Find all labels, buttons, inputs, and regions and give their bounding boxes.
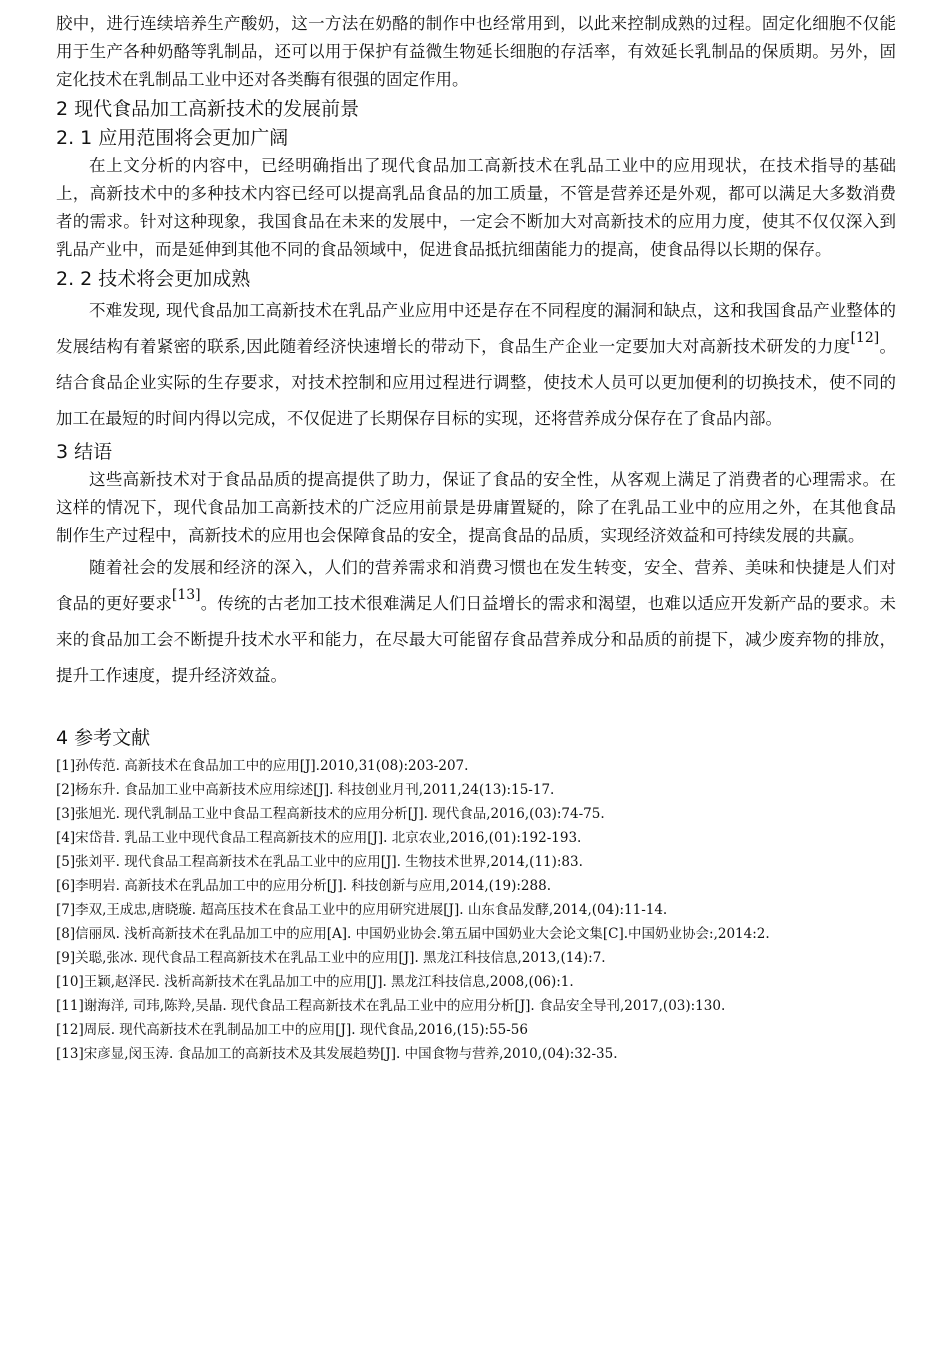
section-2-heading: 2 现代食品加工高新技术的发展前景 [56, 98, 360, 120]
conclusion-paragraph-1: 这些高新技术对于食品品质的提高提供了助力，保证了食品的安全性，从客观上满足了消费者的心理需求。在这样的情况下，现代食品加工高新技术的广泛应用前景是毋庸置疑的，除了在乳品工业中的应用之外，在其他食品制作生产过程中，高新技术的应用也会保障食品的安全，提高食品的品质，实现经济效益和可持续发展的共赢。 [56, 470, 896, 545]
conclusion-text-b: 。传统的古老加工技术很难满足人们日益增长的需求和渴望，也难以适应开发新产品的要求。未来的食品加工会不断提升技术水平和能力，在尽最大可能留存食品营养成分和品质的前提下，减少废弃物的排放，提升工作速度，提升经济效益。 [56, 594, 897, 685]
reference-list [56, 754, 896, 1066]
section-2-1-heading: 2. 1 应用范围将会更加广阔 [56, 127, 289, 149]
reference-item: [10]王颖,赵泽民. 浅析高新技术在乳品加工中的应用[J]. 黑龙江科技信息,2008,(06):1. [56, 974, 574, 990]
reference-item: [8]信丽凤. 浅析高新技术在乳品加工中的应用[A]. 中国奶业协会.第五届中国奶业大会论文集[C].中国奶业协会:,2014:2. [56, 926, 770, 942]
reference-item: [2]杨东升. 食品加工业中高新技术应用综述[J]. 科技创业月刊,2011,24(13):15-17. [56, 782, 555, 798]
reference-item: [4]宋岱昔. 乳品工业中现代食品工程高新技术的应用[J]. 北京农业,2016,(01):192-193. [56, 830, 582, 846]
section-3-heading: 3 结语 [56, 441, 113, 463]
conclusion-paragraph-2 [56, 550, 896, 694]
reference-item: [7]李双,王成忠,唐晓璇. 超高压技术在食品工业中的应用研究进展[J]. 山东食品发酵,2014,(04):11-14. [56, 902, 668, 918]
reference-item: [3]张旭光. 现代乳制品工业中食品工程高新技术的应用分析[J]. 现代食品,2016,(03):74-75. [56, 806, 605, 822]
section-2-2-paragraph [56, 293, 896, 437]
conclusion-text-a: 随着社会的发展和经济的深入，人们的营养需求和消费习惯也在发生转变，安全、营养、美味和快捷是人们对食品的更好要求 [56, 558, 896, 613]
intro-paragraph: 胶中，进行连续培养生产酸奶，这一方法在奶酪的制作中也经常用到，以此来控制成熟的过程。固定化细胞不仅能用于生产各种奶酪等乳制品，还可以用于保护有益微生物延长细胞的存活率，有效延长乳制品的保质期。另外，固定化技术在乳制品工业中还对各类酶有很强的固定作用。 [56, 14, 896, 89]
reference-item: [12]周辰. 现代高新技术在乳制品加工中的应用[J]. 现代食品,2016,(15):55-56 [56, 1022, 528, 1038]
section-2-2-heading: 2. 2 技术将会更加成熟 [56, 268, 251, 290]
citation-12: [12] [850, 330, 880, 346]
section-2-2-text-a: 不难发现, 现代食品加工高新技术在乳品产业应用中还是存在不同程度的漏洞和缺点，这和我国食品产业整体的发展结构有着紧密的联系,因此随着经济快速增长的带动下，食品生产企业一定要加大对高新技术研发的力度 [56, 301, 896, 356]
section-2-1-paragraph: 在上文分析的内容中，已经明确指出了现代食品加工高新技术在乳品工业中的应用现状，在技术指导的基础上，高新技术中的多种技术内容已经可以提高乳品食品的加工质量，不管是营养还是外观，都可以满足大多数消费者的需求。针对这种现象，我国食品在未来的发展中，一定会不断加大对高新技术的应用力度，使其不仅仅深入到乳品产业中，而是延伸到其他不同的食品领域中，促进食品抵抗细菌能力的提高，使食品得以长期的保存。 [56, 156, 896, 259]
reference-item: [1]孙传范. 高新技术在食品加工中的应用[J].2010,31(08):203-207. [56, 758, 469, 774]
section-2-2-text-b: 。结合食品企业实际的生存要求，对技术控制和应用过程进行调整，使技术人员可以更加便利的切换技术，使不同的加工在最短的时间内得以完成，不仅促进了长期保存目标的实现，还将营养成分保存在了食品内部。 [56, 337, 897, 428]
reference-item: [6]李明岩. 高新技术在乳品加工中的应用分析[J]. 科技创新与应用,2014,(19):288. [56, 878, 551, 894]
reference-item: [9]关聪,张冰. 现代食品工程高新技术在乳品工业中的应用[J]. 黑龙江科技信息,2013,(14):7. [56, 950, 606, 966]
document-page [56, 10, 896, 1066]
reference-item: [13]宋彦显,闵玉涛. 食品加工的高新技术及其发展趋势[J]. 中国食物与营养,2010,(04):32-35. [56, 1046, 618, 1062]
reference-item: [11]谢海洋, 司玮,陈羚,吴晶. 现代食品工程高新技术在乳品工业中的应用分析[J]. 食品安全导刊,2017,(03):130. [56, 998, 726, 1014]
citation-13: [13] [171, 587, 201, 603]
reference-item: [5]张刘平. 现代食品工程高新技术在乳品工业中的应用[J]. 生物技术世界,2014,(11):83. [56, 854, 583, 870]
references-heading: 4 参考文献 [56, 727, 151, 749]
